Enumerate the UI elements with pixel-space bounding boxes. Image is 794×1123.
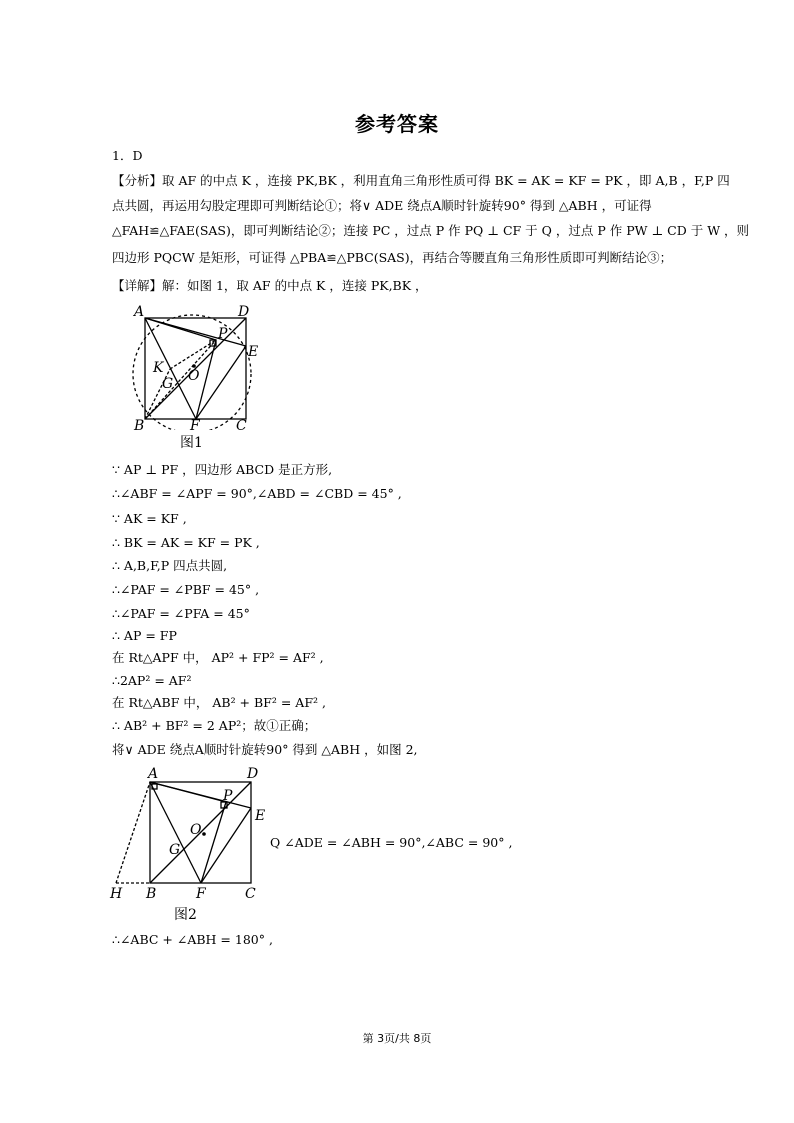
label-a: A: [134, 304, 145, 320]
label-h: H: [110, 886, 123, 902]
segment-fp: [201, 802, 226, 883]
step-3: ∵ AK = KF ,: [112, 511, 187, 526]
step-2: ∴∠ABF = ∠APF = 90°,∠ABD = ∠CBD = 45° ,: [112, 486, 402, 501]
label-b: B: [134, 418, 145, 430]
page-title: 参考答案: [355, 112, 439, 136]
step-7: ∴∠PAF = ∠PFA = 45°: [112, 606, 250, 621]
label-b: B: [146, 886, 157, 902]
label-e: E: [248, 344, 259, 360]
analysis-line-2: 点共圆，再运用勾股定理即可判断结论①；将∨ ADE 绕点A顺时针旋转90° 得到 △ABH ，可证得: [112, 198, 652, 213]
label-e: E: [255, 808, 266, 824]
step-8: ∴ AP = FP: [112, 628, 177, 643]
label-o: O: [190, 822, 202, 838]
detail-intro: 【详解】解：如图 1，取 AF 的中点 K ，连接 PK,BK ，: [112, 278, 428, 293]
figure-1: [110, 300, 270, 430]
label-o: O: [188, 368, 200, 384]
label-p: P: [218, 326, 228, 342]
step-6: ∴∠PAF = ∠PBF = 45° ,: [112, 582, 260, 597]
point-o: [202, 832, 206, 836]
figure-2-side-text: Q ∠ADE = ∠ABH = 90°,∠ABC = 90° ,: [270, 835, 513, 850]
step-5: ∴ A,B,F,P 四点共圆,: [112, 558, 228, 573]
step-11: 在 Rt△ABF 中， AB² + BF² = AF² ,: [112, 695, 326, 710]
analysis-line-3: △FAH≌△FAE(SAS)，即可判断结论②；连接 PC ，过点 P 作 PQ ⊥ CF 于 Q ，过点 P 作 PW ⊥ CD 于 W ，则: [112, 223, 750, 238]
label-d: D: [238, 304, 250, 320]
figure-2: [108, 762, 273, 902]
label-f: F: [190, 418, 200, 430]
step-10: ∴2AP² = AF²: [112, 673, 192, 688]
segment-ap: [150, 782, 226, 802]
label-a: A: [148, 766, 159, 782]
segment-ah: [116, 782, 150, 883]
label-d: D: [247, 766, 259, 782]
figure-2-caption: 图2: [174, 907, 197, 923]
page-footer: 第 3页/共 8页: [362, 1032, 432, 1045]
last-step: ∴∠ABC + ∠ABH = 180° ,: [112, 932, 273, 947]
segment-fe: [201, 808, 251, 883]
label-c: C: [245, 886, 256, 902]
label-c: C: [236, 418, 247, 430]
figure-1-caption: 图1: [180, 435, 203, 451]
step-12: ∴ AB² + BF² = 2 AP²；故①正确；: [112, 718, 317, 733]
label-f: F: [196, 886, 206, 902]
segment-ap: [145, 318, 216, 340]
label-g: G: [169, 842, 181, 858]
analysis-line-4: 四边形 PQCW 是矩形，可证得 △PBA≌△PBC(SAS)，再结合等腰直角三角形性质即可判断结论③；: [112, 250, 673, 265]
answer-line: 1．D: [112, 148, 143, 163]
label-k: K: [153, 360, 164, 376]
step-1: ∵ AP ⊥ PF ，四边形 ABCD 是正方形,: [112, 462, 333, 477]
analysis-line-1: 【分析】取 AF 的中点 K ，连接 PK,BK ，利用直角三角形性质可得 BK = AK = KF = PK ，即 A,B ，F,P 四: [112, 173, 730, 188]
label-p: P: [223, 788, 233, 804]
step-13: 将∨ ADE 绕点A顺时针旋转90° 得到 △ABH ，如图 2,: [112, 742, 418, 757]
step-9: 在 Rt△APF 中， AP² + FP² = AF² ,: [112, 650, 324, 665]
segment-fe: [196, 346, 246, 419]
step-4: ∴ BK = AK = KF = PK ,: [112, 535, 260, 550]
label-g: G: [162, 376, 174, 392]
